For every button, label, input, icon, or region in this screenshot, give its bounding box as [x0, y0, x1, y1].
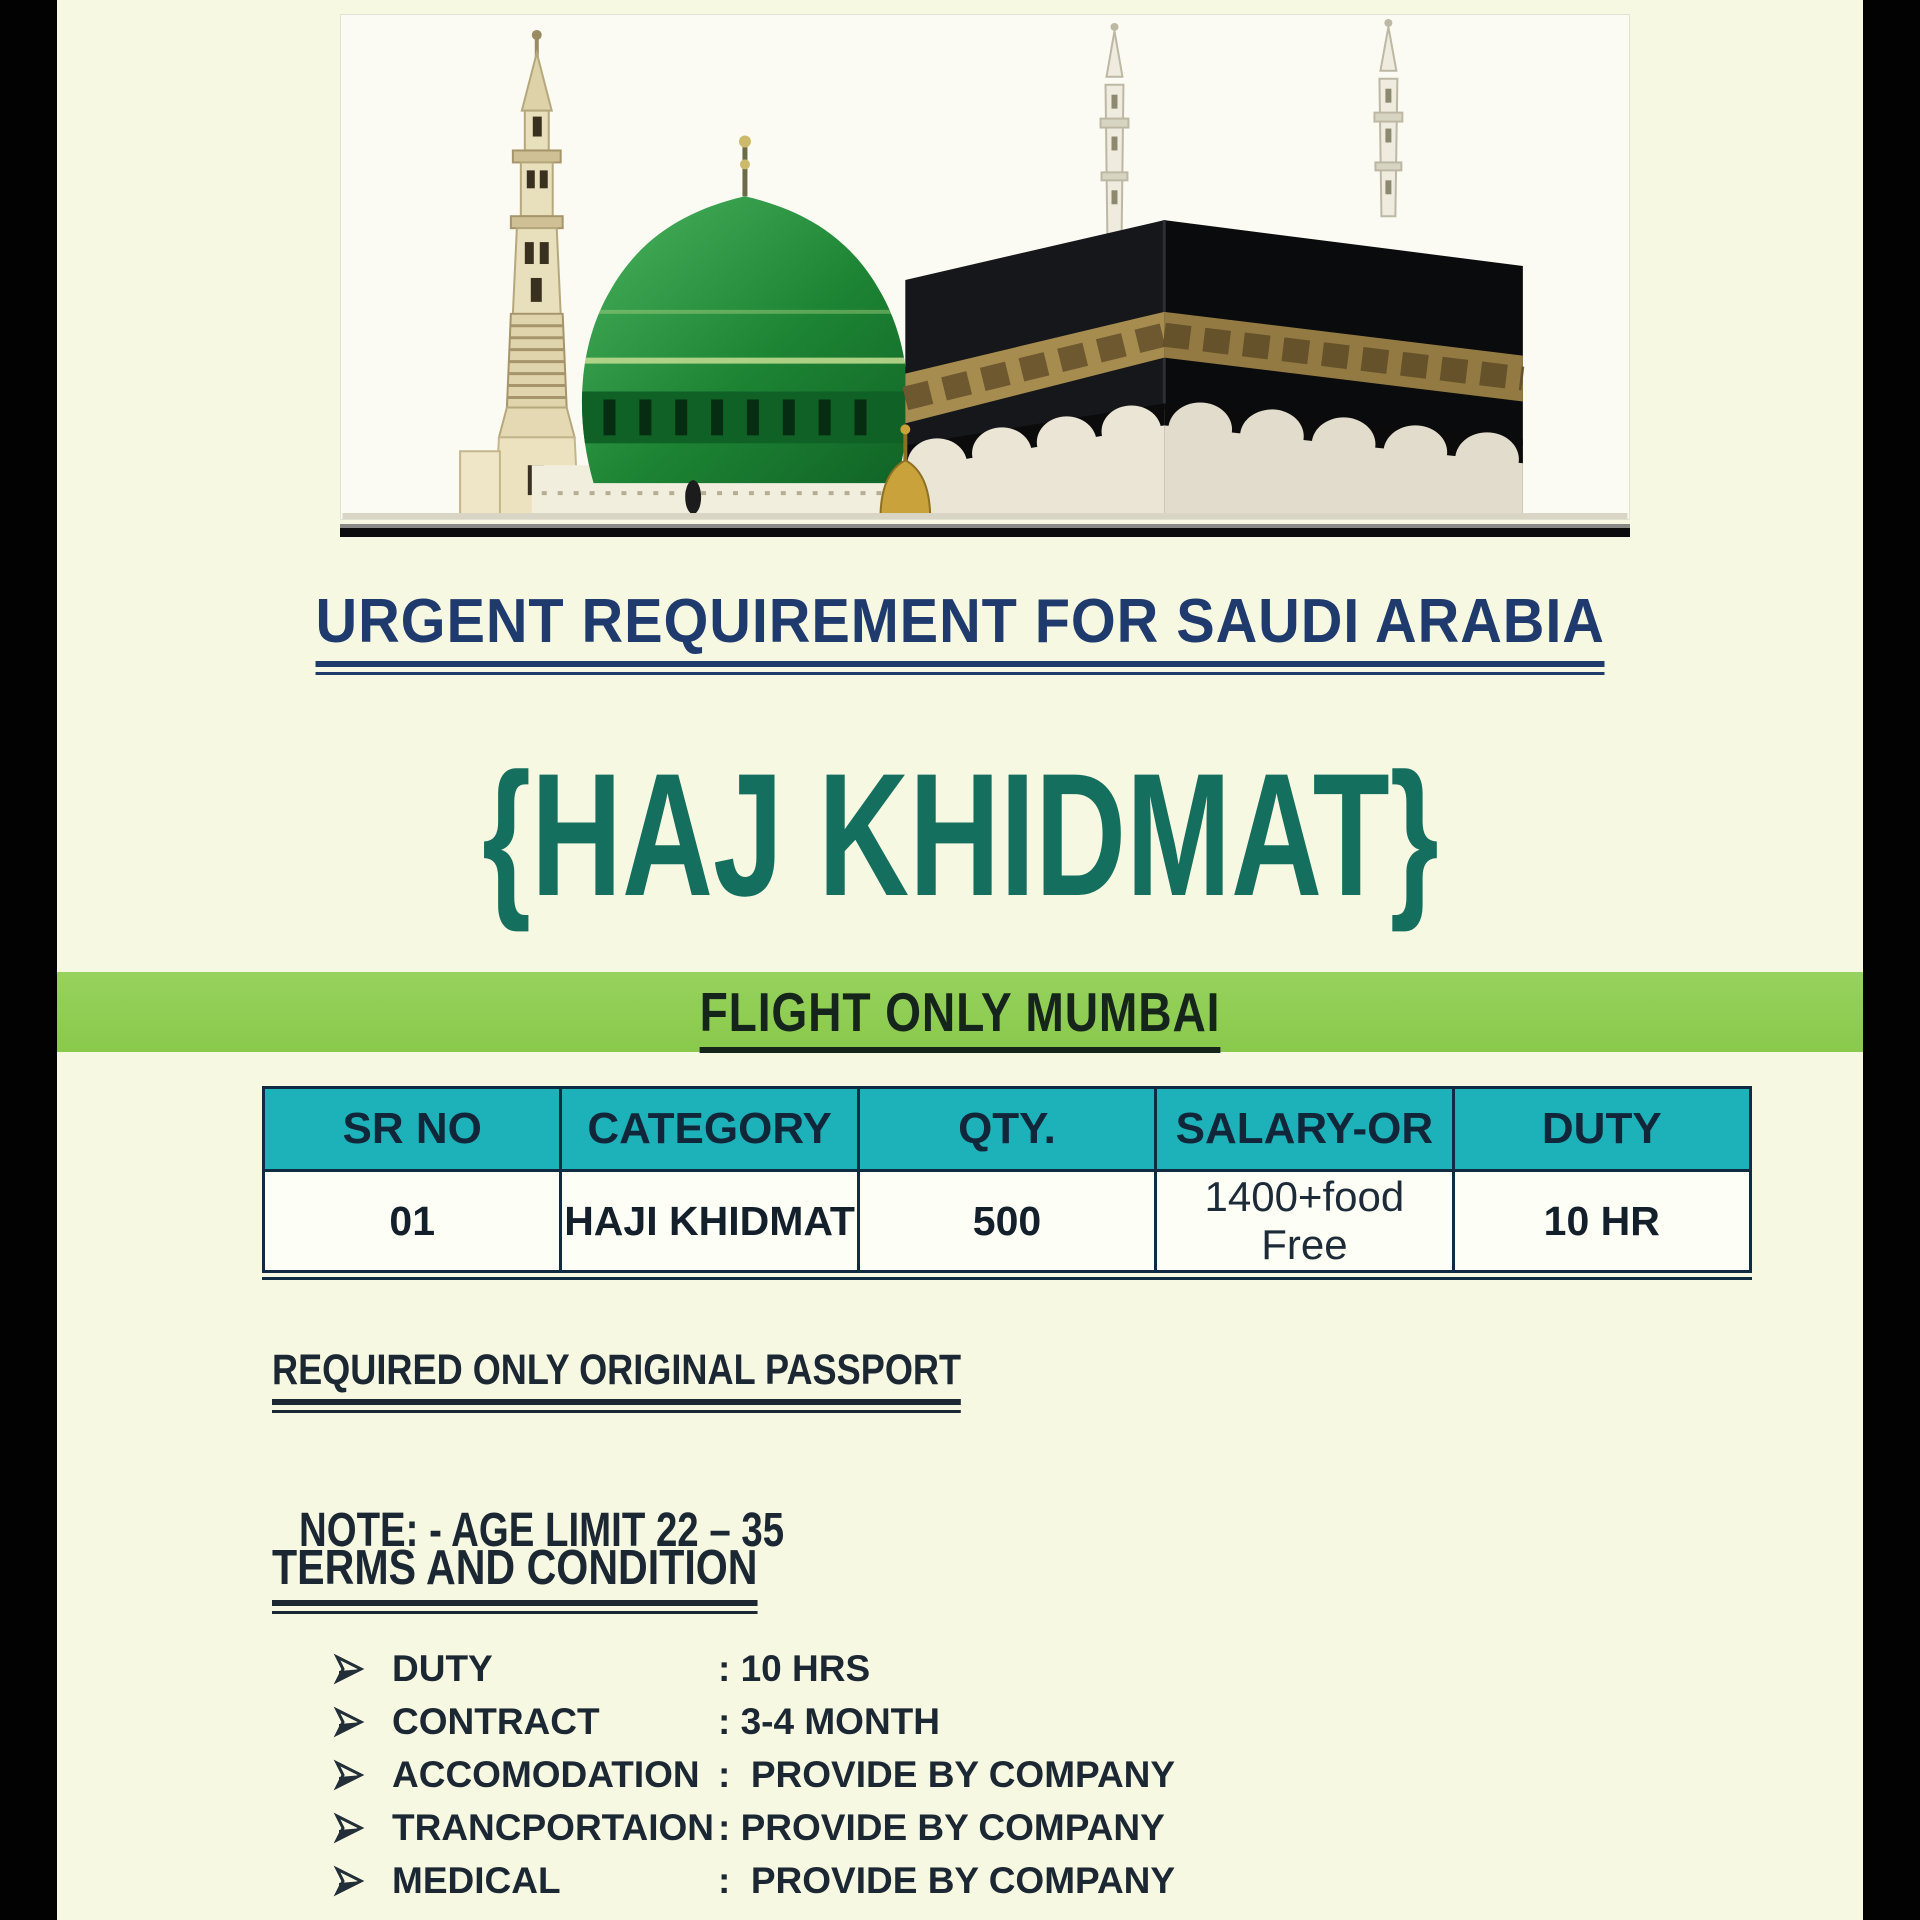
col-header-sr-no: SR NO — [264, 1088, 561, 1171]
flight-banner — [57, 972, 1863, 1052]
ground-strip — [343, 513, 1628, 519]
list-item — [330, 1695, 1175, 1748]
term-value: : 3-4 MONTH — [718, 1700, 940, 1742]
terms-list — [330, 1642, 1175, 1907]
term-value: : 10 HRS — [718, 1647, 871, 1689]
term-label: DUTY — [392, 1647, 493, 1689]
cell-duty: 10 HR — [1453, 1171, 1750, 1272]
cell-category: HAJI KHIDMAT — [561, 1171, 858, 1272]
list-item — [330, 1642, 1175, 1695]
col-header-salary: SALARY-OR — [1156, 1088, 1453, 1171]
page-subtitle — [57, 740, 1863, 933]
right-frame-bar — [1863, 0, 1920, 1920]
term-label: ACCOMODATION — [392, 1753, 700, 1795]
page-title — [57, 586, 1863, 675]
age-note-text: NOTE: - AGE LIMIT 22 – 35 — [298, 1504, 784, 1557]
passport-heading — [272, 1346, 1092, 1413]
term-label: TRANCPORTAION — [392, 1806, 715, 1848]
term-value: : PROVIDE BY COMPANY — [718, 1753, 1176, 1795]
col-header-duty: DUTY — [1453, 1088, 1750, 1171]
term-value: : PROVIDE BY COMPANY — [718, 1806, 1165, 1848]
col-header-qty: QTY. — [858, 1088, 1155, 1171]
list-item — [330, 1801, 1175, 1854]
page-title-text: URGENT REQUIREMENT FOR SAUDI ARABIA — [315, 586, 1604, 667]
kaaba-minaret-left-icon — [1101, 23, 1129, 249]
table-row — [264, 1171, 1751, 1272]
terms-heading-text: TERMS AND CONDITION — [272, 1540, 758, 1606]
arrowhead-bullet-icon — [330, 1705, 368, 1739]
arrowhead-bullet-icon — [330, 1652, 368, 1686]
passport-heading-text: REQUIRED ONLY ORIGINAL PASSPORT — [272, 1346, 961, 1405]
left-frame-bar — [0, 0, 57, 1920]
vacancy-table-wrap — [262, 1086, 1752, 1280]
kaaba-icon — [905, 220, 1523, 513]
kaaba-minaret-right-icon — [1374, 19, 1402, 216]
cell-sr-no: 01 — [264, 1171, 561, 1272]
arrowhead-bullet-icon — [330, 1864, 368, 1898]
arrowhead-bullet-icon — [330, 1758, 368, 1792]
arrowhead-bullet-icon — [330, 1811, 368, 1845]
term-label: MEDICAL — [392, 1859, 561, 1901]
table-header-row — [264, 1088, 1751, 1171]
photo-divider-rule — [340, 524, 1630, 537]
terms-heading — [272, 1540, 850, 1614]
flight-banner-label: FLIGHT ONLY MUMBAI — [700, 981, 1221, 1053]
cell-salary: 1400+food Free — [1156, 1171, 1453, 1272]
mosque-illustration — [341, 15, 1629, 519]
vacancy-table — [262, 1086, 1752, 1273]
term-label: CONTRACT — [392, 1700, 600, 1742]
term-value: : PROVIDE BY COMPANY — [718, 1859, 1176, 1901]
list-item — [330, 1748, 1175, 1801]
left-minaret-icon — [460, 30, 579, 519]
col-header-category: CATEGORY — [561, 1088, 858, 1171]
list-item — [330, 1854, 1175, 1907]
header-photo — [340, 14, 1630, 520]
cell-qty: 500 — [858, 1171, 1155, 1272]
page-subtitle-text: {HAJ KHIDMAT} — [481, 738, 1439, 933]
